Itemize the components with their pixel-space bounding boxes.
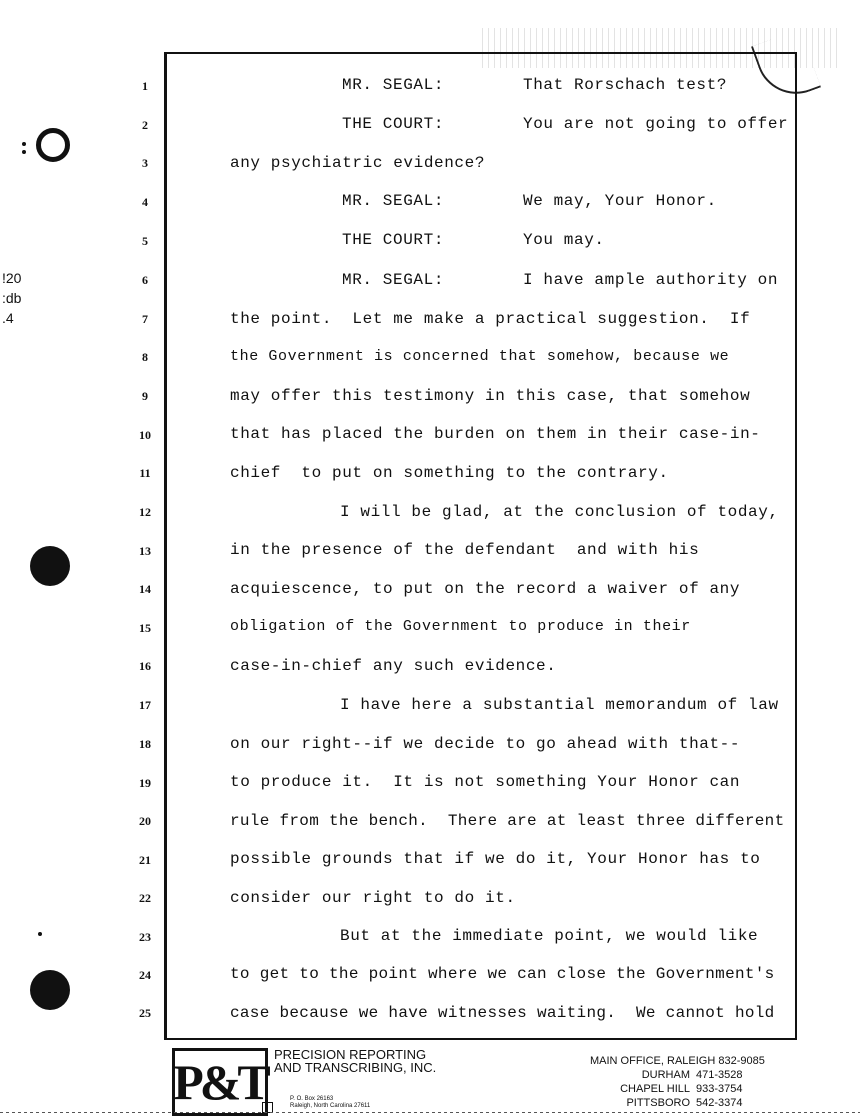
line-number: 23: [139, 930, 151, 944]
office-phone: 933-3754: [696, 1083, 743, 1095]
line-number: 17: [139, 698, 151, 712]
office-entry: [590, 1054, 765, 1068]
transcript-line: possible grounds that if we do it, Your Honor has to: [230, 850, 761, 868]
line-number: 22: [139, 891, 151, 905]
transcript-line: the Government is concerned that somehow, because we: [230, 348, 730, 365]
line-number: 9: [142, 389, 148, 403]
transcript-line: You are not going to offer: [523, 115, 789, 133]
speaker-label: MR. SEGAL:: [342, 192, 445, 210]
line-number: 11: [139, 466, 151, 480]
speaker-label: MR. SEGAL:: [342, 271, 445, 289]
line-number: 20: [139, 814, 151, 828]
transcript-line: You may.: [523, 231, 605, 249]
transcript-line: obligation of the Government to produce in their: [230, 618, 691, 635]
company-address: [290, 1096, 370, 1110]
line-number: 18: [139, 737, 151, 751]
line-number: 7: [142, 312, 148, 326]
transcript-line: We may, Your Honor.: [523, 192, 717, 210]
office-phone: 542-3374: [696, 1097, 743, 1109]
line-number: 5: [142, 234, 148, 248]
line-number: 19: [139, 776, 151, 790]
transcript-line: But at the immediate point, we would like: [340, 927, 759, 945]
line-number: 10: [139, 428, 151, 442]
line-number: 13: [139, 544, 151, 558]
transcript-line: case because we have witnesses waiting. We cannot hold: [230, 1004, 775, 1022]
margin-mark: [22, 142, 26, 146]
po-box: P. O. Box 26163: [290, 1096, 334, 1102]
transcript-line: I have ample authority on: [523, 271, 779, 289]
binder-hole-middle: [30, 546, 70, 586]
line-number: 2: [142, 118, 148, 132]
margin-note: .4: [2, 310, 14, 326]
po-city: Raleigh, North Carolina 27611: [290, 1103, 371, 1109]
office-list: [590, 1054, 765, 1110]
scan-edge-line: [0, 1112, 860, 1113]
margin-note: !20: [2, 270, 22, 286]
company-name-line: AND TRANSCRIBING, INC.: [274, 1060, 437, 1075]
office-phone: 832-9085: [718, 1055, 765, 1067]
transcript-line: to produce it. It is not something Your Honor can: [230, 773, 741, 791]
transcript-line: rule from the bench. There are at least three different: [230, 812, 785, 830]
line-number: 4: [142, 195, 148, 209]
company-logo: P&T: [172, 1048, 268, 1116]
line-number: 12: [139, 505, 151, 519]
line-number: 21: [139, 853, 151, 867]
speaker-label: THE COURT:: [342, 115, 445, 133]
line-number: 6: [142, 273, 148, 287]
line-number: 25: [139, 1006, 151, 1020]
office-name: CHAPEL HILL: [620, 1083, 690, 1095]
transcript-line: I will be glad, at the conclusion of today,: [340, 503, 779, 521]
binder-hole-top: [36, 128, 70, 162]
line-number: 16: [139, 659, 151, 673]
transcript-line: chief to put on something to the contrary.: [230, 464, 669, 482]
speaker-label: MR. SEGAL:: [342, 76, 445, 94]
transcript-line: That Rorschach test?: [523, 76, 728, 94]
company-name: [274, 1048, 436, 1074]
transcript-line: on our right--if we decide to go ahead with that--: [230, 735, 741, 753]
office-entry: [590, 1096, 765, 1110]
transcript-line: case-in-chief any such evidence.: [230, 657, 557, 675]
office-name: MAIN OFFICE, RALEIGH: [590, 1055, 716, 1067]
line-number: 14: [139, 582, 151, 596]
line-number: 1: [142, 79, 148, 93]
transcript-line: acquiescence, to put on the record a waiver of any: [230, 580, 741, 598]
office-name: PITTSBORO: [626, 1097, 690, 1109]
margin-note: :db: [2, 290, 22, 306]
transcript-line: in the presence of the defendant and with his: [230, 541, 700, 559]
transcript-line: consider our right to do it.: [230, 889, 516, 907]
company-name-line: PRECISION REPORTING: [274, 1047, 427, 1062]
margin-mark: [38, 932, 42, 936]
transcript-line: the point. Let me make a practical suggestion. If: [230, 310, 751, 328]
line-number: 8: [142, 350, 148, 364]
office-entry: [590, 1082, 765, 1096]
office-phone: 471-3528: [696, 1069, 743, 1081]
line-number: 24: [139, 968, 151, 982]
transcript-line: I have here a substantial memorandum of law: [340, 696, 779, 714]
transcript-line: may offer this testimony in this case, that somehow: [230, 387, 751, 405]
margin-mark: [22, 150, 26, 154]
speaker-label: THE COURT:: [342, 231, 445, 249]
line-number: 15: [139, 621, 151, 635]
transcript-line: to get to the point where we can close the Government's: [230, 965, 775, 983]
transcript-line: that has placed the burden on them in their case-in-: [230, 425, 761, 443]
office-name: DURHAM: [641, 1069, 690, 1081]
transcript-line: any psychiatric evidence?: [230, 154, 486, 172]
line-number: 3: [142, 156, 148, 170]
binder-hole-bottom: [30, 970, 70, 1010]
office-entry: [590, 1068, 765, 1082]
